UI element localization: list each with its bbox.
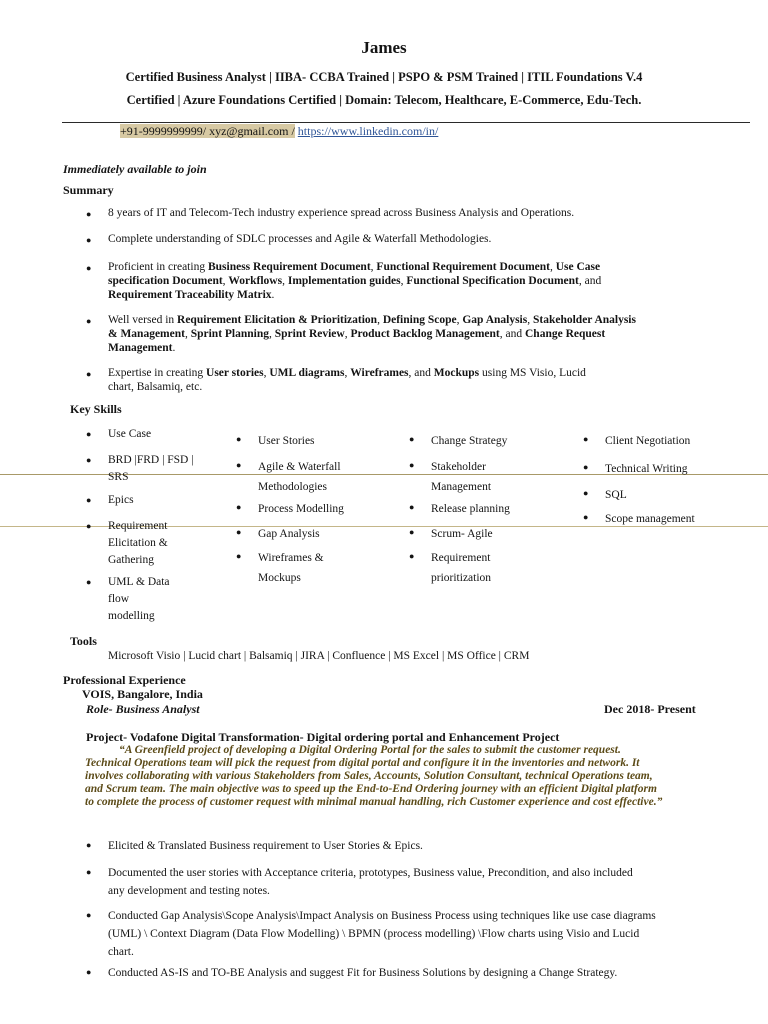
- role-dates: Dec 2018- Present: [604, 702, 696, 716]
- experience-text: Documented the user stories with Acceptance criteria, prototypes, Business value, Precondition, and also included: [108, 867, 633, 879]
- skill-label: Release planning: [431, 503, 510, 515]
- skill-label: BRD |FRD | FSD |: [108, 454, 194, 466]
- bullet-icon: ●: [583, 488, 589, 498]
- bullet-icon: ●: [86, 521, 92, 531]
- bullet-icon: ●: [409, 551, 415, 561]
- tools-separator: |: [292, 650, 301, 662]
- skill-label: Requirement: [108, 520, 168, 532]
- skill-label: modelling: [108, 610, 155, 622]
- tool-item: CRM: [503, 650, 530, 662]
- tools-list: [108, 650, 529, 662]
- bullet-icon: ●: [86, 577, 92, 587]
- skill-label: Client Negotiation: [605, 435, 691, 447]
- skill-label: Gap Analysis: [258, 528, 320, 540]
- company-name: VOIS, Bangalore, India: [82, 687, 203, 701]
- bullet-icon: ●: [409, 460, 415, 470]
- skill-label: SRS: [108, 471, 129, 483]
- bullet-icon: ●: [86, 910, 92, 920]
- bullet-icon: ●: [86, 867, 92, 877]
- bullet-icon: ●: [236, 527, 242, 537]
- bullet-icon: ●: [86, 429, 92, 439]
- bullet-icon: ●: [583, 462, 589, 472]
- tools-heading: Tools: [70, 634, 97, 648]
- skill-label: Scope management: [605, 513, 695, 525]
- skill-label: Use Case: [108, 428, 152, 440]
- tool-item: Microsoft Visio: [108, 650, 181, 662]
- experience-text: Conducted AS-IS and TO-BE Analysis and suggest Fit for Business Solutions by designing a Change Strategy.: [108, 967, 618, 979]
- tool-item: JIRA: [300, 650, 325, 662]
- skill-label: Stakeholder: [431, 461, 486, 473]
- bullet-icon: ●: [236, 460, 242, 470]
- role-title: Role- Business Analyst: [86, 702, 200, 716]
- bullet-icon: ●: [409, 502, 415, 512]
- experience-text: (UML) \ Context Diagram (Data Flow Modelling) \ BPMN (process modelling) \Flow charts using Visio and Lucid: [108, 928, 640, 940]
- bullet-icon: ●: [86, 840, 92, 850]
- summary-heading: Summary: [63, 183, 114, 197]
- bullet-icon: ●: [409, 434, 415, 444]
- skill-label: Process Modelling: [258, 503, 344, 515]
- skill-label: Gathering: [108, 554, 154, 566]
- bullet-icon: ●: [86, 495, 92, 505]
- experience-heading: Professional Experience: [63, 673, 186, 687]
- contact-phone-email: +91-9999999999/ xyz@gmail.com /: [120, 124, 295, 138]
- header-divider: [62, 122, 750, 123]
- tool-item: MS Office: [447, 650, 496, 662]
- bullet-icon: ●: [409, 527, 415, 537]
- experience-text: Elicited & Translated Business requirement to User Stories & Epics.: [108, 840, 423, 852]
- experience-text: chart.: [108, 946, 134, 958]
- tools-separator: |: [324, 650, 333, 662]
- project-description: “A Greenfield project of developing a Digital Ordering Portal for the sales to submit the customer request. Technical Operations team will pick the request from digital portal and configure it in the inventories and network. It involves collaborating with various Stakeholders from Sales, Accounts, Solution Consultant, technical Operations team, and Scrum team. The main objective was to speed up the End-to-End Ordering journey with an efficient Digital platform to complete the process of customer request with minimal manual handling, rich Customer experience and cost effective.”: [85, 744, 663, 808]
- experience-text: any development and testing notes.: [108, 885, 270, 897]
- skill-label: prioritization: [431, 572, 492, 584]
- skill-label: flow: [108, 593, 130, 605]
- skill-label: Agile & Waterfall: [258, 461, 341, 473]
- tools-separator: |: [241, 650, 250, 662]
- project-title: Project- Vodafone Digital Transformation- Digital ordering portal and Enhancement Project: [86, 730, 560, 744]
- skill-label: Scrum- Agile: [431, 528, 493, 540]
- availability-note: Immediately available to join: [63, 162, 207, 176]
- bullet-icon: ●: [86, 455, 92, 465]
- bullet-icon: ●: [236, 551, 242, 561]
- bullet-icon: ●: [86, 235, 92, 245]
- skill-label: Mockups: [258, 572, 301, 584]
- tool-item: Balsamiq: [249, 650, 293, 662]
- tool-item: Confluence: [332, 650, 386, 662]
- skill-label: Requirement: [431, 552, 491, 564]
- tools-separator: |: [495, 650, 504, 662]
- bullet-icon: ●: [583, 512, 589, 522]
- skill-label: Elicitation &: [108, 537, 168, 549]
- skill-label: Technical Writing: [605, 463, 688, 475]
- bullet-icon: ●: [86, 967, 92, 977]
- skill-label: Management: [431, 481, 492, 493]
- skill-label: Change Strategy: [431, 435, 508, 447]
- key-skills-heading: Key Skills: [70, 402, 122, 416]
- skill-label: User Stories: [258, 435, 315, 447]
- tools-separator: |: [439, 650, 448, 662]
- skill-label: Wireframes &: [258, 552, 324, 564]
- candidate-name: James: [361, 38, 407, 57]
- tool-item: Lucid chart: [188, 650, 242, 662]
- bullet-icon: ●: [236, 434, 242, 444]
- bullet-icon: ●: [583, 434, 589, 444]
- tools-separator: |: [180, 650, 189, 662]
- skill-label: UML & Data: [108, 576, 170, 588]
- tool-item: MS Excel: [393, 650, 440, 662]
- experience-text: Conducted Gap Analysis\Scope Analysis\Impact Analysis on Business Process using techniques like use case diagrams: [108, 910, 656, 922]
- bullet-icon: ●: [86, 369, 92, 379]
- tools-separator: |: [385, 650, 394, 662]
- bullet-icon: ●: [86, 316, 92, 326]
- bullet-icon: ●: [86, 263, 92, 273]
- bullet-icon: ●: [86, 209, 92, 219]
- skill-label: SQL: [605, 489, 627, 501]
- skill-label: Methodologies: [258, 481, 327, 493]
- linkedin-link[interactable]: https://www.linkedin.com/in/: [297, 124, 439, 138]
- certifications-line-1: Certified Business Analyst | IIBA- CCBA Trained | PSPO & PSM Trained | ITIL Foundations V.4: [125, 70, 643, 84]
- contact-info: [120, 124, 438, 139]
- bullet-icon: ●: [236, 502, 242, 512]
- certifications-line-2: Certified | Azure Foundations Certified | Domain: Telecom, Healthcare, E-Commerce, Edu-Tech.: [126, 93, 642, 107]
- skill-label: Epics: [108, 494, 134, 506]
